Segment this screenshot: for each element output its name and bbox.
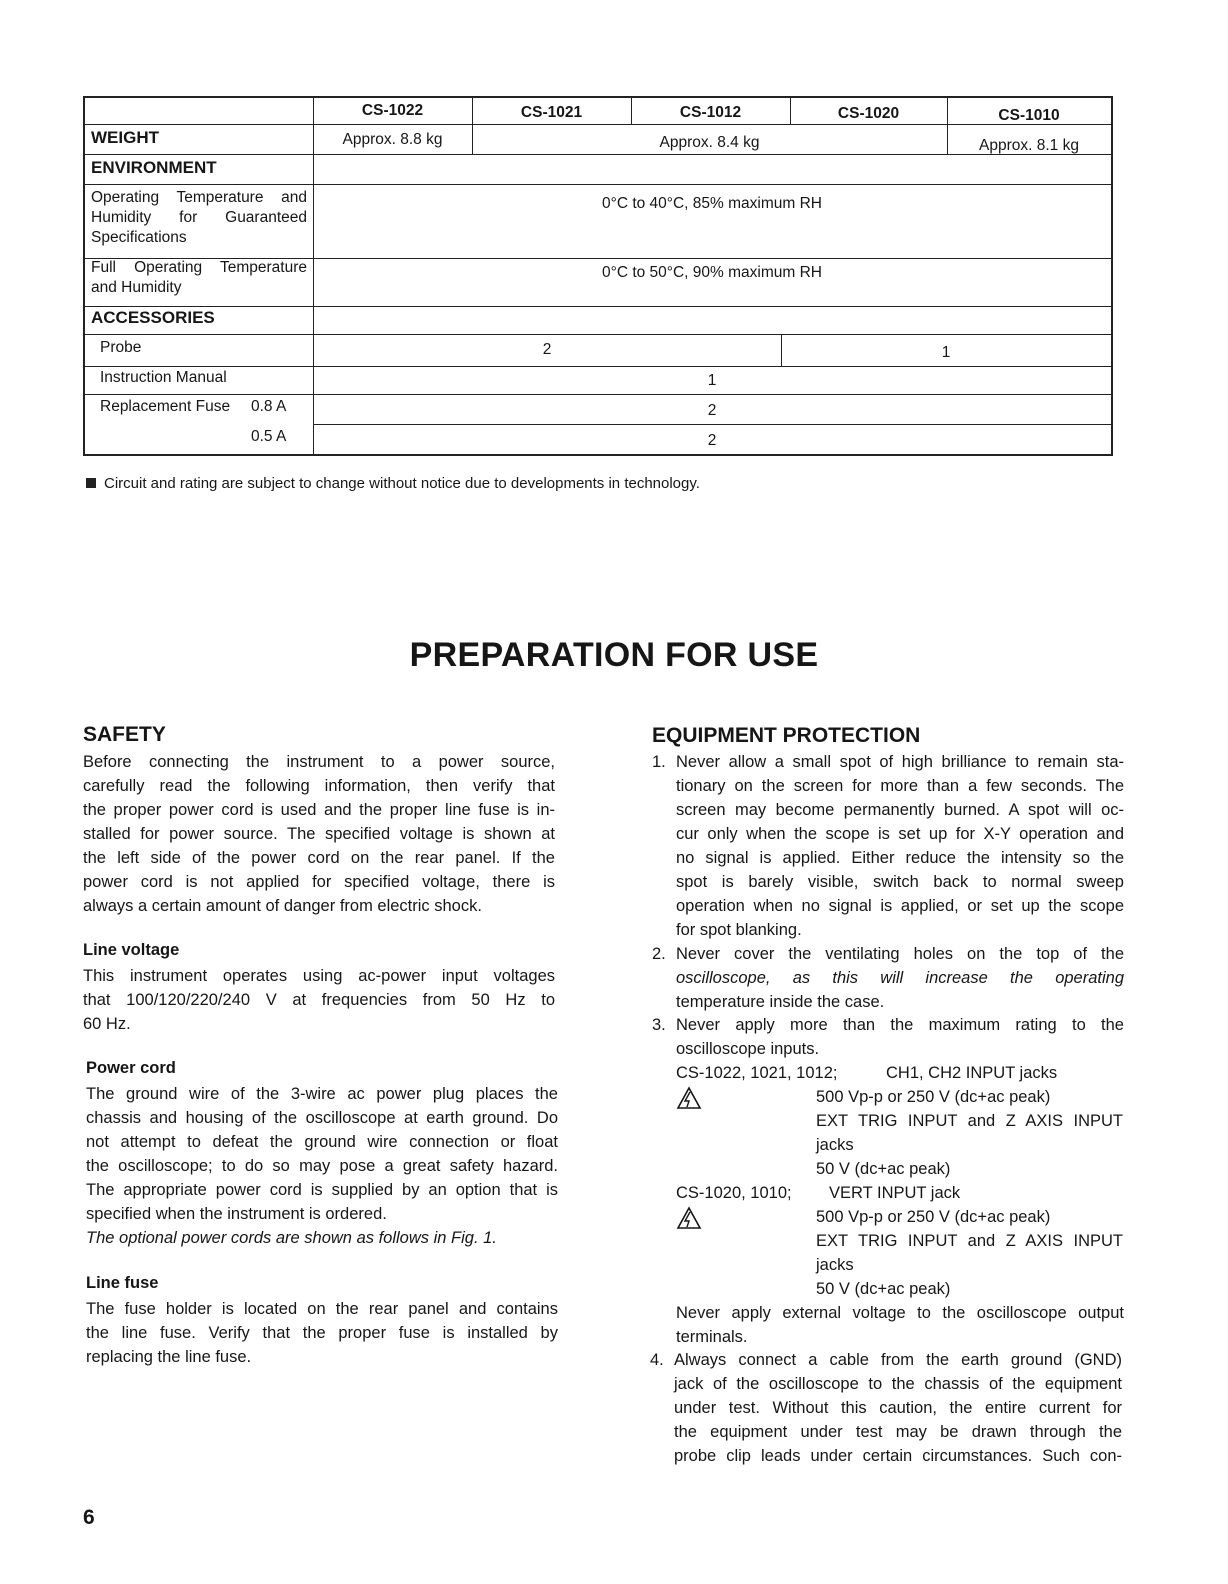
- probe-label: Probe: [100, 339, 142, 356]
- fuse-08-value: 2: [707, 402, 717, 419]
- group-2-jack: VERT INPUT jack: [829, 1184, 961, 1202]
- manual-value: 1: [707, 372, 717, 389]
- fuse-05-label: 0.5 A: [251, 428, 287, 445]
- fuse-label: Replacement Fuse: [100, 398, 231, 415]
- item-1-number: 1.: [652, 753, 666, 771]
- square-bullet-icon: [86, 478, 96, 488]
- line-voltage-text: This instrument operates using ac-power input voltages that 100/120/220/240 V at frequencies from 50 Hz to 60 Hz.: [83, 967, 555, 1033]
- safety-intro: Before connecting the instrument to a power source, carefully read the following information, then verify that the proper power cord is used and the proper line fuse is in- stalled for power source. The specified voltage is shown at the left side of the power cord on the rear panel. If the power cord is not applied for specified voltage, there is always a certain amount of danger from electric shock.: [83, 753, 555, 915]
- spec-table: [83, 96, 1113, 456]
- safety-heading: SAFETY: [83, 723, 166, 746]
- item-3-number: 3.: [652, 1016, 666, 1034]
- group-1-jacks: jacks: [816, 1136, 854, 1154]
- spec-note: Circuit and rating are subject to change without notice due to developments in technology.: [86, 475, 700, 492]
- item-2-number: 2.: [652, 945, 666, 963]
- output-warning-text: Never apply external voltage to the oscilloscope output terminals.: [676, 1304, 1124, 1346]
- page-title: PREPARATION FOR USE: [409, 636, 819, 674]
- line-fuse-heading: Line fuse: [86, 1274, 159, 1292]
- guaranteed-spec-label: Operating Temperature and Humidity for Guaranteed Specifications: [91, 189, 307, 246]
- item-4-number: 4.: [650, 1351, 664, 1369]
- equipment-protection-heading: EQUIPMENT PROTECTION: [652, 724, 921, 747]
- item-4-text: Always connect a cable from the earth ground (GND) jack of the oscilloscope to the chassis of the equipment under test. Without this caution, the entire current for the equipment under test may be drawn through the probe clip leads under certain circumstances. Such con-: [674, 1351, 1122, 1465]
- weight-label: WEIGHT: [91, 128, 159, 147]
- model-header-cs1021: CS-1021: [520, 104, 583, 121]
- group-1-rating-input: 500 Vp-p or 250 V (dc+ac peak): [816, 1088, 1051, 1106]
- fuse-05-value: 2: [707, 432, 717, 449]
- line-voltage-heading: Line voltage: [83, 941, 180, 959]
- warning-triangle-icon: [676, 1086, 702, 1110]
- model-header-cs1022: CS-1022: [361, 102, 424, 119]
- accessories-label: ACCESSORIES: [91, 308, 215, 327]
- item-3-text: Never apply more than the maximum rating to the oscilloscope inputs.: [676, 1016, 1124, 1058]
- weight-cs1010: Approx. 8.1 kg: [979, 137, 1079, 154]
- power-cord-text: The ground wire of the 3-wire ac power plug places the chassis and housing of the oscilloscope at earth ground. Do not attempt to defeat the ground wire connection or float the oscilloscope; to do so may pose a great safety hazard. The appropriate power cord is supplied by an option that is specified when the instrument is ordered. The optional power cords are shown as follows in Fig. 1.: [86, 1085, 558, 1247]
- full-operating-label: Full Operating Temperature and Humidity: [91, 259, 307, 296]
- line-fuse-text: The fuse holder is located on the rear panel and contains the line fuse. Verify that the proper fuse is installed by replacing the line fuse.: [86, 1300, 558, 1366]
- weight-cs1021-1012-1020: Approx. 8.4 kg: [659, 134, 760, 151]
- probe-value-b: 1: [941, 344, 951, 361]
- warning-triangle-icon: [676, 1206, 702, 1230]
- group-2-ext-line: EXT TRIG INPUT and Z AXIS INPUT: [816, 1232, 1123, 1250]
- item-1-text: Never allow a small spot of high brilliance to remain sta- tionary on the screen for more than a few seconds. The screen may become permanently burned. A spot will oc- cur only when the scope is set up for X-Y operation and no signal is applied. Either reduce the intensity so the spot is barely visible, switch back to normal sweep operation when no signal is applied, or set up the scope for spot blanking.: [676, 753, 1124, 939]
- guaranteed-spec-value: 0°C to 40°C, 85% maximum RH: [602, 195, 822, 212]
- probe-value-a: 2: [542, 341, 552, 358]
- group-1-jack: CH1, CH2 INPUT jacks: [886, 1064, 1058, 1082]
- weight-cs1022: Approx. 8.8 kg: [342, 131, 443, 148]
- group-2-models: CS-1020, 1010;: [676, 1184, 792, 1202]
- page-number: 6: [83, 1506, 95, 1529]
- full-operating-value: 0°C to 50°C, 90% maximum RH: [602, 264, 822, 281]
- group-2-rating-ext: 50 V (dc+ac peak): [816, 1280, 951, 1298]
- item-2-text: Never cover the ventilating holes on the top of the oscilloscope, as this will increase the operating temperature inside the case.: [676, 945, 1124, 1011]
- group-1-models: CS-1022, 1021, 1012;: [676, 1064, 838, 1082]
- group-1-ext-line: EXT TRIG INPUT and Z AXIS INPUT: [816, 1112, 1123, 1130]
- fuse-08-label: 0.8 A: [251, 398, 287, 415]
- model-header-cs1020: CS-1020: [837, 105, 900, 122]
- group-2-jacks: jacks: [816, 1256, 854, 1274]
- model-header-cs1010: CS-1010: [998, 107, 1060, 124]
- group-1-rating-ext: 50 V (dc+ac peak): [816, 1160, 951, 1178]
- environment-label: ENVIRONMENT: [91, 158, 217, 177]
- group-2-rating-input: 500 Vp-p or 250 V (dc+ac peak): [816, 1208, 1051, 1226]
- manual-label: Instruction Manual: [100, 369, 227, 386]
- model-header-cs1012: CS-1012: [679, 104, 742, 121]
- power-cord-heading: Power cord: [86, 1059, 176, 1077]
